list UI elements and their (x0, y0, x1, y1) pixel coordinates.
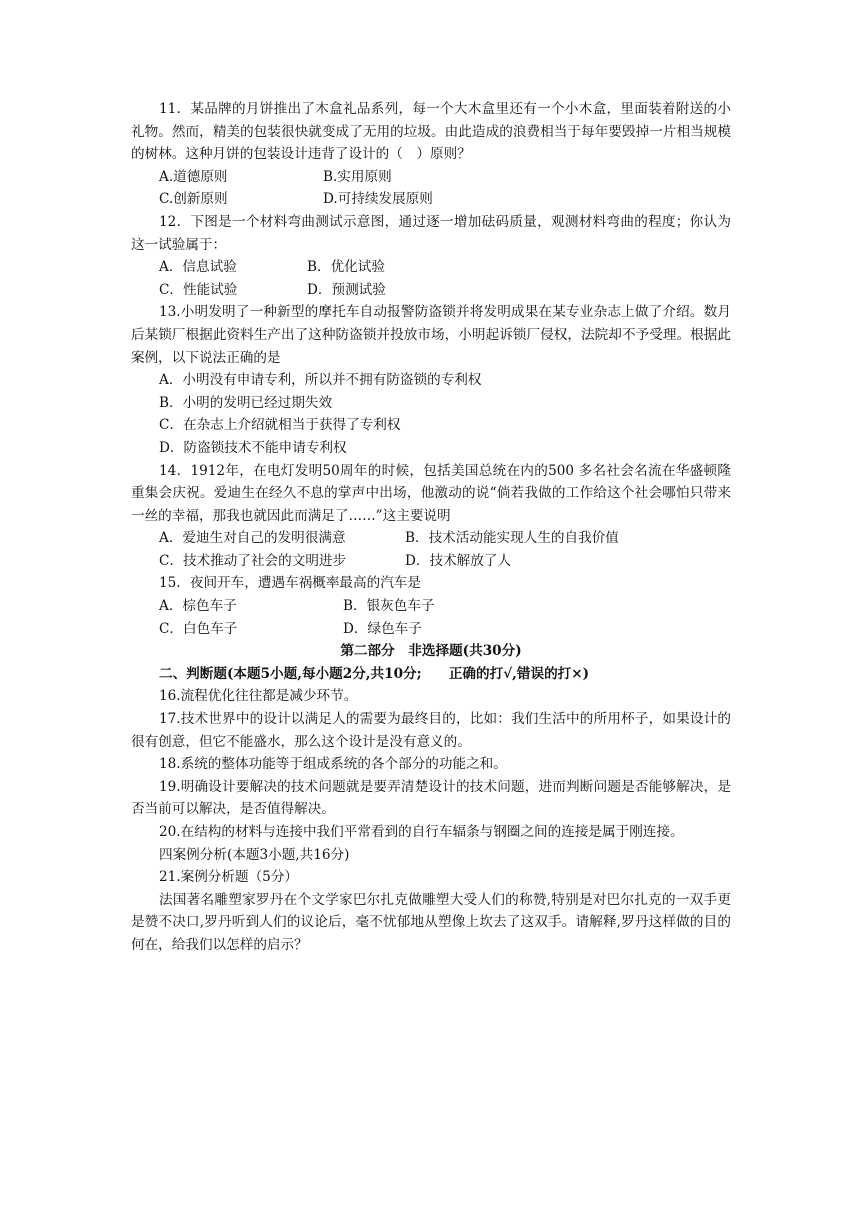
option-14-b: B．技术活动能实现人生的自我价值 (405, 530, 619, 547)
option-14-c: C．技术推动了社会的文明进步 (159, 552, 347, 569)
option-11-b: B.实用原则 (323, 168, 392, 185)
question-11-options-row-2 (131, 188, 731, 211)
question-11-options-row-1 (131, 166, 731, 189)
option-15-d: D．绿色车子 (343, 620, 422, 637)
option-12-c: C．性能试验 (159, 281, 238, 298)
option-11-a: A.道德原则 (159, 168, 228, 185)
option-15-a: A．棕色车子 (159, 598, 237, 615)
question-21-body: 法国著名雕塑家罗丹在个文学家巴尔扎克做雕塑大受人们的称赞,特别是对巴尔扎克的一双手更是赞不决口,罗丹听到人们的议论后，毫不忧郁地从塑像上坎去了这双手。请解释,罗丹这样做的目的何在，给我们以怎样的启示？ (131, 891, 731, 953)
question-15-options-row-2 (131, 618, 731, 641)
option-12-a: A．信息试验 (159, 259, 237, 276)
section-4-heading: 四案例分析(本题3小题,共16分) (159, 846, 350, 863)
question-14-stem: 14．1912年，在电灯发明50周年的时候，包括美国总统在内的500 多名社会名流在华盛顿隆重集会庆祝。爱迪生在经久不息的掌声中出场，他激动的说“倘若我做的工作给这个社会哪怕只带来一丝的幸福，那我也就因此而满足了……”这主要说明 (131, 462, 731, 524)
option-11-c: C.创新原则 (159, 191, 228, 208)
question-12-stem: 12．下图是一个材料弯曲测试示意图，通过逐一增加砝码质量，观测材料弯曲的程度；你认为这一试验属于： (131, 213, 731, 253)
question-20: 20.在结构的材料与连接中我们平常看到的自行车辐条与钢圈之间的连接是属于刚连接。 (159, 824, 684, 840)
option-13-a: A．小明没有申请专利，所以并不拥有防盗锁的专利权 (159, 372, 482, 389)
question-15-stem: 15．夜间开车，遭遇车祸概率最高的汽车是 (159, 575, 421, 592)
option-14-d: D．技术解放了人 (405, 552, 512, 569)
question-14-options-row-2 (131, 550, 731, 573)
option-15-b: B．银灰色车子 (343, 598, 435, 615)
option-11-d: D.可持续发展原则 (323, 191, 433, 208)
question-15-options-row-1 (131, 595, 731, 618)
part-2-title: 第二部分 非选择题(共30分) (340, 643, 522, 660)
option-15-c: C．白色车子 (159, 620, 238, 637)
question-19: 19.明确设计要解决的技术问题就是要弄清楚设计的技术问题，进而判断问题是否能够解决，是否当前可以解决，是否值得解决。 (131, 778, 731, 818)
option-13-c: C．在杂志上介绍就相当于获得了专利权 (159, 417, 401, 434)
question-13-stem: 13.小明发明了一种新型的摩托车自动报警防盗锁并将发明成果在某专业杂志上做了介绍。数月后某锁厂根据此资料生产出了这种防盗锁并投放市场，小明起诉锁厂侵权，法院却不予受理。根据此案例，以下说法正确的是 (131, 304, 731, 366)
question-16: 16.流程优化往往都是减少环节。 (159, 688, 358, 705)
question-18: 18.系统的整体功能等于组成系统的各个部分的功能之和。 (159, 756, 507, 773)
option-13-d: D．防盗锁技术不能申请专利权 (159, 439, 347, 456)
question-12-options-row-1 (131, 256, 731, 279)
question-14-options-row-1 (131, 527, 731, 550)
question-12-options-row-2 (131, 279, 731, 302)
exam-content (131, 98, 731, 957)
option-12-b: B．优化试验 (307, 259, 385, 276)
option-12-d: D．预测试验 (307, 281, 386, 298)
question-17: 17.技术世界中的设计以满足人的需要为最终目的，比如：我们生活中的所用杯子，如果设计的很有创意，但它不能盛水，那么这个设计是没有意义的。 (131, 711, 731, 750)
question-21-title: 21.案例分析题（5分） (159, 869, 299, 886)
question-11-stem: 11．某品牌的月饼推出了木盒礼品系列，每一个大木盒里还有一个小木盒，里面装着附送的小礼物。然而，精美的包装很快就变成了无用的垃圾。由此造成的浪费相当于每年要毁掉一片相当规模的树林。这种月饼的包装设计违背了设计的（ ）原则？ (131, 101, 731, 163)
option-14-a: A．爱迪生对自己的发明很满意 (159, 530, 346, 547)
section-2-heading: 二、判断题(本题5小题,每小题2分,共10分; 正确的打√,错误的打×) (159, 665, 590, 682)
option-13-b: B．小明的发明已经过期失效 (159, 394, 333, 411)
